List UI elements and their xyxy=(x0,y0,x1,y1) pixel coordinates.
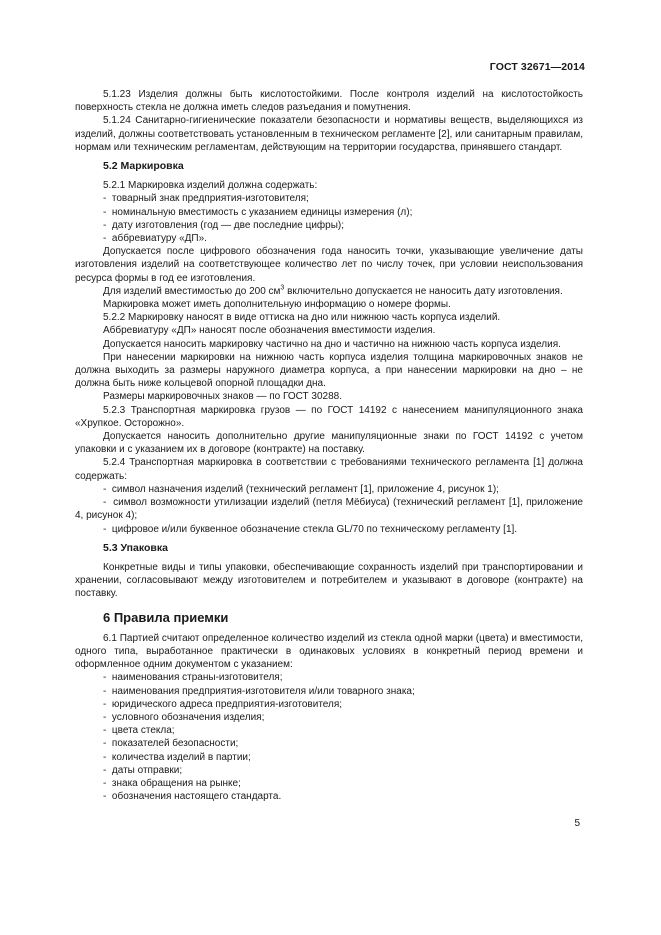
section-6-title: 6 Правила приемки xyxy=(103,609,229,625)
list-item: - цвета стекла; xyxy=(103,725,175,737)
list-item: - дату изготовления (год — две последние цифры); xyxy=(103,219,345,231)
list-item: - наименования страны-изготовителя; xyxy=(103,672,283,684)
list-item: - обозначения настоящего стандарта. xyxy=(103,791,282,803)
list-5-2-1 xyxy=(75,192,583,245)
paragraph-partial: Допускается наносить маркировку частично на дно и частично на нижнюю часть корпуса изделия. xyxy=(103,338,561,350)
paragraph-abbreviation: Аббревиатуру «ДП» наносят после обозначения вместимости изделия. xyxy=(103,325,436,337)
paragraph-5-2-2: 5.2.2 Маркировку наносят в виде оттиска на дно или нижнюю часть корпуса изделий. xyxy=(103,312,501,324)
paragraph-5-1-24: 5.1.24 Санитарно-гигиенические показатели безопасности и нормативы веществ, выделяющихся из изделий, должны соответствовать установленным в техническом регламенте [2], или санитарным правилам, нормам или техническим регламентам, действующим на территории государства, принявшего стандарт. xyxy=(75,115,583,153)
paragraph-packaging: Конкретные виды и типы упаковки, обеспечивающие сохранность изделий при транспортировании и хранении, согласовывают между изготовителем и потребителем и указывают в договоре (контракте) на поставку. xyxy=(75,561,583,600)
paragraph-5-2-3: 5.2.3 Транспортная маркировка грузов — по ГОСТ 14192 с нанесением манипуляционного знака «Хрупкое. Осторожно». xyxy=(75,404,583,429)
paragraph-5-2-1: 5.2.1 Маркировка изделий должна содержать: xyxy=(103,180,318,192)
list-6-1 xyxy=(75,671,583,803)
page-content xyxy=(75,88,583,803)
page-number: 5 xyxy=(574,818,580,829)
list-item: - символ назначения изделий (технический регламент [1], приложение 4, рисунок 1); xyxy=(103,483,499,495)
paragraph-allow-dots: Допускается после цифрового обозначения года наносить точки, указывающие увеличение даты изготовления изделий на соответствующее количество лет по числу точек, при условии неиспользования ресурса формы в год ее изготовления. xyxy=(75,246,583,284)
section-5-3-title: 5.3 Упаковка xyxy=(103,541,168,554)
paragraph-5-1-23: 5.1.23 Изделия должны быть кислотостойкими. После контроля изделий на кислотостойкость поверхность стекла не должна иметь следов разъедания и помутнения. xyxy=(75,89,583,114)
list-item: - юридического адреса предприятия-изготовителя; xyxy=(103,698,343,710)
list-item: - символ возможности утилизации изделий (петля Мёбиуса) (технический регламент [1], приложение 4, рисунок 4); xyxy=(75,497,583,522)
section-5-2-title: 5.2 Маркировка xyxy=(103,160,184,173)
list-item: - условного обозначения изделия; xyxy=(103,711,265,723)
list-item: - знака обращения на рынке; xyxy=(103,777,241,789)
paragraph-5-2-4: 5.2.4 Транспортная маркировка в соответствии с требованиями технического регламента [1] должна содержать: xyxy=(75,457,583,482)
list-item: - аббревиатуру «ДП». xyxy=(103,233,207,245)
list-item: - количества изделий в партии; xyxy=(103,751,251,763)
paragraph-6-1: 6.1 Партией считают определенное количество изделий из стекла одной марки (цвета) и вместимости, одного типа, выработанное практически в одинаковых условиях в конкретный период времени и оформленное одним документом с указанием: xyxy=(75,632,583,671)
list-5-2-4 xyxy=(75,483,583,536)
paragraph-sizes: Размеры маркировочных знаков — по ГОСТ 30288. xyxy=(103,391,342,403)
paragraph-form-info: Маркировка может иметь дополнительную информацию о номере формы. xyxy=(103,299,451,311)
list-item: - даты отправки; xyxy=(103,764,183,776)
paragraph-other-signs: Допускается наносить дополнительно другие манипуляционные знаки по ГОСТ 14192 с учетом упаковки и с указанием их в договоре (контракте) на поставку. xyxy=(75,431,583,456)
document-code: ГОСТ 32671—2014 xyxy=(489,61,585,73)
list-item: - показателей безопасности; xyxy=(103,738,239,750)
list-item: - номинальную вместимость с указанием единицы измерения (л); xyxy=(103,206,413,218)
paragraph-allow-no-date: Для изделий вместимостью до 200 $см^3$ включительно допускается не наносить дату изготовления. xyxy=(103,284,563,297)
paragraph-lower-part: При нанесении маркировки на нижнюю часть корпуса изделия толщина маркировочных знаков не должна выходить за размеры наружного диаметра корпуса, а при нанесении маркировки на дно – не должна быть ниже кольцевой опорной площадки дна. xyxy=(75,351,583,390)
list-item: - цифровое и/или буквенное обозначение стекла GL/70 по техническому регламенту [1]. xyxy=(103,523,518,535)
list-item: - товарный знак предприятия-изготовителя; xyxy=(103,193,309,205)
list-item: - наименования предприятия-изготовителя и/или товарного знака; xyxy=(103,685,415,697)
